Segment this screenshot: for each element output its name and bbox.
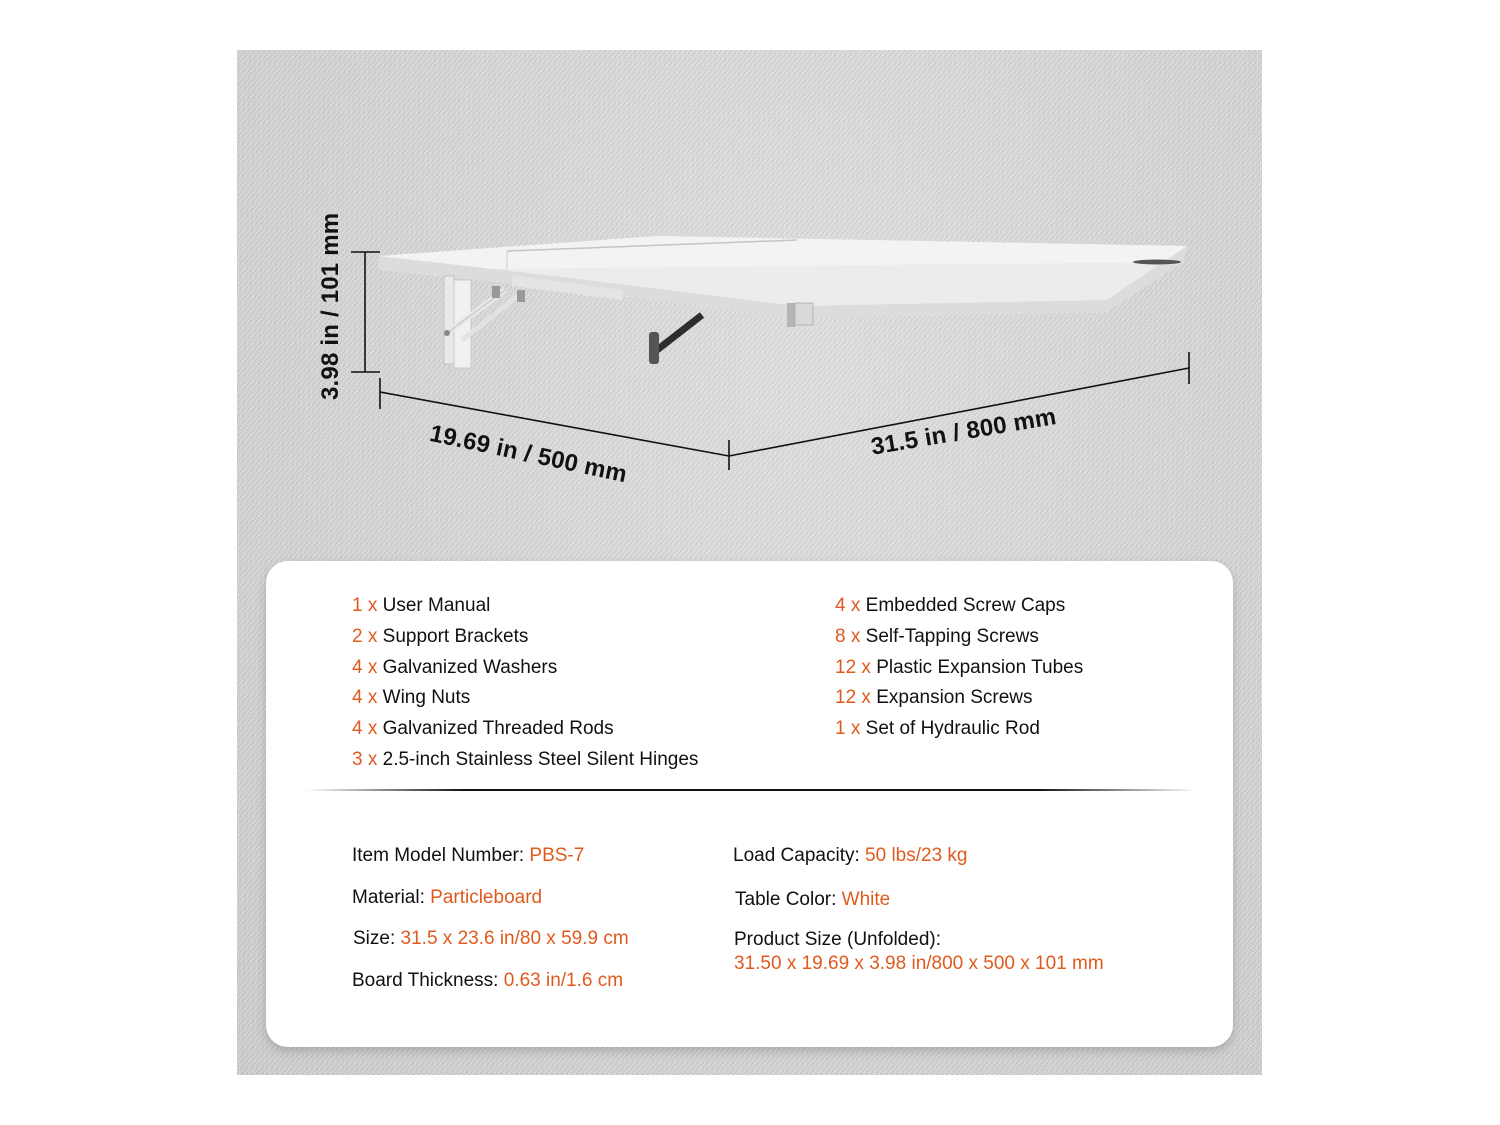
spec-table-color — [735, 889, 890, 911]
item-name: Embedded Screw Caps — [865, 595, 1066, 616]
list-item — [835, 591, 1083, 622]
spec-material — [352, 887, 542, 909]
item-name: Support Brackets — [382, 625, 529, 647]
item-quantity: 1 x — [835, 718, 861, 740]
item-name: Galvanized Washers — [382, 656, 558, 678]
list-item — [835, 653, 1083, 684]
item-quantity: 12 x — [835, 656, 871, 678]
spec-value: PBS-7 — [529, 845, 585, 866]
spec-value: 31.5 x 23.6 in/80 x 59.9 cm — [400, 928, 629, 949]
item-quantity: 2 x — [352, 625, 378, 647]
item-name: Galvanized Threaded Rods — [382, 718, 614, 740]
table-drawing-icon — [237, 50, 1262, 560]
spec-size — [353, 928, 629, 950]
spec-product-size — [734, 928, 1104, 976]
list-item — [352, 683, 698, 714]
item-name: Expansion Screws — [876, 687, 1033, 709]
depth-dimension-label: 19.69 in / 500 mm — [427, 420, 630, 489]
spec-label: Material: — [352, 887, 431, 908]
item-quantity: 1 x — [352, 595, 378, 616]
spec-load-capacity — [733, 845, 968, 867]
package-contents-right-column — [835, 591, 1083, 745]
item-quantity: 8 x — [835, 625, 861, 647]
item-quantity: 4 x — [352, 656, 378, 678]
list-item — [352, 714, 698, 745]
item-name: Wing Nuts — [382, 687, 471, 709]
spec-value: 0.63 in/1.6 cm — [503, 970, 624, 991]
spec-label: Item Model Number: — [352, 845, 530, 866]
item-name: Set of Hydraulic Rod — [865, 718, 1040, 740]
item-quantity: 4 x — [352, 687, 378, 709]
section-divider — [306, 789, 1196, 791]
list-item — [835, 683, 1083, 714]
list-item — [352, 745, 698, 776]
list-item — [835, 714, 1083, 745]
spec-value: 31.50 x 19.69 x 3.98 in/800 x 500 x 101 mm — [734, 953, 1104, 974]
spec-label: Table Color: — [735, 889, 842, 910]
item-name: User Manual — [382, 595, 491, 616]
list-item — [835, 622, 1083, 653]
item-quantity: 12 x — [835, 687, 871, 709]
package-contents-left-column — [352, 591, 698, 776]
wall-table-illustration — [237, 50, 1262, 560]
spec-label: Size: — [353, 928, 401, 949]
spec-label: Product Size (Unfolded): — [734, 929, 941, 950]
spec-label: Board Thickness: — [352, 970, 504, 991]
item-quantity: 4 x — [835, 595, 861, 616]
spec-model-number — [352, 845, 584, 867]
width-dimension-label: 31.5 in / 800 mm — [869, 403, 1059, 461]
item-quantity: 3 x — [352, 748, 378, 770]
specs-card — [266, 561, 1233, 1047]
spec-board-thickness — [352, 970, 623, 992]
list-item — [352, 622, 698, 653]
list-item — [352, 591, 698, 622]
spec-label: Load Capacity: — [733, 845, 866, 866]
item-name: Self-Tapping Screws — [865, 625, 1039, 647]
spec-value: 50 lbs/23 kg — [865, 845, 968, 866]
spec-value: White — [841, 889, 891, 910]
item-name: 2.5-inch Stainless Steel Silent Hinges — [382, 748, 699, 770]
height-dimension-label: 3.98 in / 101 mm — [317, 212, 344, 400]
list-item — [352, 653, 698, 684]
item-quantity: 4 x — [352, 718, 378, 740]
item-name: Plastic Expansion Tubes — [876, 656, 1084, 678]
spec-value: Particleboard — [430, 887, 543, 908]
